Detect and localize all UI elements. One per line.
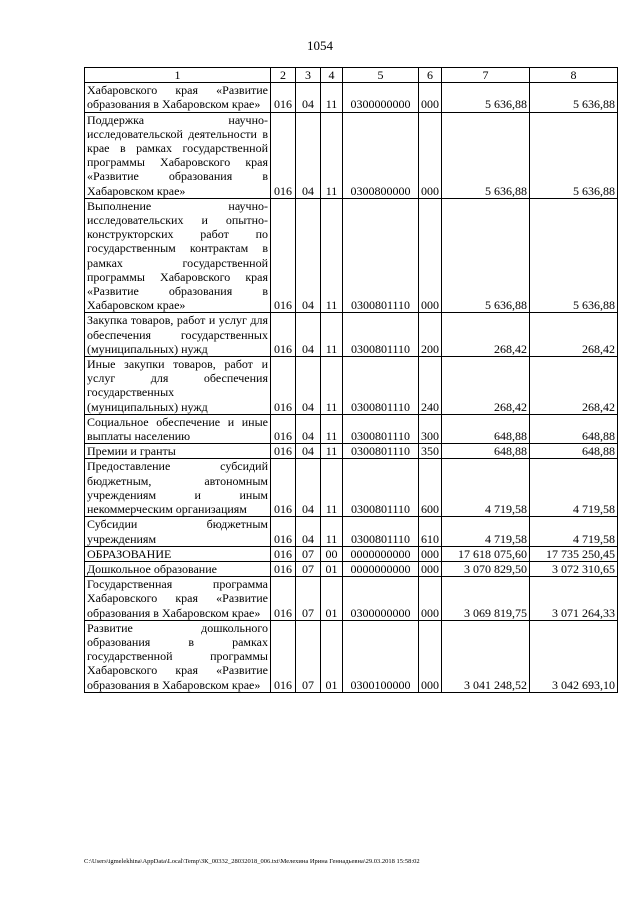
col-header-6: 6 <box>419 68 442 83</box>
row-col3: 04 <box>296 459 321 517</box>
row-col4: 11 <box>321 83 343 112</box>
row-col4: 11 <box>321 313 343 357</box>
row-col7: 17 618 075,60 <box>442 546 530 561</box>
row-col6: 000 <box>419 83 442 112</box>
row-col8: 17 735 250,45 <box>530 546 618 561</box>
row-col6: 000 <box>419 198 442 313</box>
row-col2: 016 <box>271 517 296 546</box>
row-col7: 4 719,58 <box>442 459 530 517</box>
row-col2: 016 <box>271 313 296 357</box>
row-col6: 240 <box>419 357 442 415</box>
row-col8: 5 636,88 <box>530 83 618 112</box>
row-col3: 04 <box>296 517 321 546</box>
row-col3: 04 <box>296 444 321 459</box>
row-col8: 3 042 693,10 <box>530 620 618 692</box>
table-row <box>85 414 618 443</box>
row-col2: 016 <box>271 198 296 313</box>
row-col3: 04 <box>296 414 321 443</box>
row-col5: 0300801110 <box>343 357 419 415</box>
row-col7: 3 069 819,75 <box>442 577 530 621</box>
col-header-1: 1 <box>85 68 271 83</box>
row-col7: 268,42 <box>442 357 530 415</box>
table-row <box>85 112 618 198</box>
row-col7: 648,88 <box>442 414 530 443</box>
row-col2: 016 <box>271 459 296 517</box>
col-header-2: 2 <box>271 68 296 83</box>
row-col3: 04 <box>296 357 321 415</box>
row-col6: 000 <box>419 561 442 576</box>
row-col2: 016 <box>271 620 296 692</box>
table-row <box>85 83 618 112</box>
table-row <box>85 313 618 357</box>
row-col8: 4 719,58 <box>530 459 618 517</box>
row-col3: 04 <box>296 83 321 112</box>
row-name: Предоставление субсидий бюджетным, автономным учреждениям и иным некоммерческим организациям <box>85 459 271 517</box>
row-col4: 11 <box>321 517 343 546</box>
row-col8: 5 636,88 <box>530 112 618 198</box>
table-row <box>85 546 618 561</box>
row-col7: 3 041 248,52 <box>442 620 530 692</box>
row-name: Хабаровского края «Развитие образования в Хабаровском крае» <box>85 83 271 112</box>
row-col8: 3 071 264,33 <box>530 577 618 621</box>
row-col8: 648,88 <box>530 444 618 459</box>
row-name: Выполнение научно-исследовательских и опытно-конструкторских работ по государственным контрактам в рамках государственной программы Хабаровского края «Развитие образования в Хабаровском крае» <box>85 198 271 313</box>
col-header-4: 4 <box>321 68 343 83</box>
row-col3: 04 <box>296 112 321 198</box>
row-name: Закупка товаров, работ и услуг для обеспечения государственных (муниципальных) нужд <box>85 313 271 357</box>
row-col3: 04 <box>296 198 321 313</box>
col-header-8: 8 <box>530 68 618 83</box>
row-col8: 268,42 <box>530 357 618 415</box>
row-col6: 000 <box>419 112 442 198</box>
row-col5: 0300801110 <box>343 313 419 357</box>
page-number: 1054 <box>307 38 333 53</box>
row-col7: 5 636,88 <box>442 83 530 112</box>
row-col7: 648,88 <box>442 444 530 459</box>
table-row <box>85 620 618 692</box>
row-col5: 0000000000 <box>343 561 419 576</box>
row-name: Премии и гранты <box>85 444 271 459</box>
row-col8: 268,42 <box>530 313 618 357</box>
row-col4: 11 <box>321 459 343 517</box>
row-col3: 04 <box>296 313 321 357</box>
row-col3: 07 <box>296 561 321 576</box>
row-col5: 0300801110 <box>343 198 419 313</box>
row-col6: 000 <box>419 577 442 621</box>
row-col8: 5 636,88 <box>530 198 618 313</box>
row-name: ОБРАЗОВАНИЕ <box>85 546 271 561</box>
row-col7: 3 070 829,50 <box>442 561 530 576</box>
row-col7: 5 636,88 <box>442 112 530 198</box>
col-header-7: 7 <box>442 68 530 83</box>
row-col2: 016 <box>271 357 296 415</box>
budget-table <box>84 67 618 693</box>
row-col8: 4 719,58 <box>530 517 618 546</box>
row-name: Социальное обеспечение и иные выплаты населению <box>85 414 271 443</box>
row-col6: 350 <box>419 444 442 459</box>
row-col5: 0000000000 <box>343 546 419 561</box>
row-col2: 016 <box>271 444 296 459</box>
row-col7: 4 719,58 <box>442 517 530 546</box>
row-col5: 0300801110 <box>343 459 419 517</box>
row-col6: 300 <box>419 414 442 443</box>
row-name: Государственная программа Хабаровского края «Развитие образования в Хабаровском крае» <box>85 577 271 621</box>
row-col4: 11 <box>321 198 343 313</box>
row-col6: 000 <box>419 546 442 561</box>
row-col4: 01 <box>321 620 343 692</box>
row-col5: 0300100000 <box>343 620 419 692</box>
row-col2: 016 <box>271 112 296 198</box>
table-row <box>85 517 618 546</box>
row-col4: 01 <box>321 577 343 621</box>
row-col6: 200 <box>419 313 442 357</box>
table-row <box>85 577 618 621</box>
row-col2: 016 <box>271 546 296 561</box>
row-name: Поддержка научно-исследовательской деятельности в крае в рамках государственной программы Хабаровского края «Развитие образования в Хабаровском крае» <box>85 112 271 198</box>
row-col3: 07 <box>296 577 321 621</box>
row-name: Развитие дошкольного образования в рамках государственной программы Хабаровского края «Развитие образования в Хабаровском крае» <box>85 620 271 692</box>
row-col2: 016 <box>271 83 296 112</box>
document-footer-path: C:\Users\igmelekhina\AppData\Local\Temp\ЗК_00332_28032018_006.txt\Мелехина Ирина Геннадьевна\29.03.2018 15:58:02 <box>84 858 420 865</box>
col-header-3: 3 <box>296 68 321 83</box>
row-col3: 07 <box>296 620 321 692</box>
row-name: Субсидии бюджетным учреждениям <box>85 517 271 546</box>
row-col4: 11 <box>321 444 343 459</box>
row-col4: 11 <box>321 112 343 198</box>
row-col6: 600 <box>419 459 442 517</box>
row-col3: 07 <box>296 546 321 561</box>
table-row <box>85 444 618 459</box>
row-col8: 3 072 310,65 <box>530 561 618 576</box>
row-col4: 00 <box>321 546 343 561</box>
row-col2: 016 <box>271 577 296 621</box>
table-row <box>85 561 618 576</box>
table-row <box>85 357 618 415</box>
row-col5: 0300000000 <box>343 83 419 112</box>
row-col2: 016 <box>271 561 296 576</box>
table-row <box>85 459 618 517</box>
row-col6: 000 <box>419 620 442 692</box>
row-col2: 016 <box>271 414 296 443</box>
row-col6: 610 <box>419 517 442 546</box>
row-col4: 11 <box>321 357 343 415</box>
row-col4: 11 <box>321 414 343 443</box>
row-col5: 0300801110 <box>343 517 419 546</box>
row-col5: 0300800000 <box>343 112 419 198</box>
header-row <box>85 68 618 83</box>
row-name: Иные закупки товаров, работ и услуг для обеспечения государственных (муниципальных) нужд <box>85 357 271 415</box>
row-col4: 01 <box>321 561 343 576</box>
row-col5: 0300801110 <box>343 444 419 459</box>
col-header-5: 5 <box>343 68 419 83</box>
row-col5: 0300000000 <box>343 577 419 621</box>
row-col8: 648,88 <box>530 414 618 443</box>
row-name: Дошкольное образование <box>85 561 271 576</box>
row-col7: 268,42 <box>442 313 530 357</box>
row-col7: 5 636,88 <box>442 198 530 313</box>
row-col5: 0300801110 <box>343 414 419 443</box>
table-row <box>85 198 618 313</box>
